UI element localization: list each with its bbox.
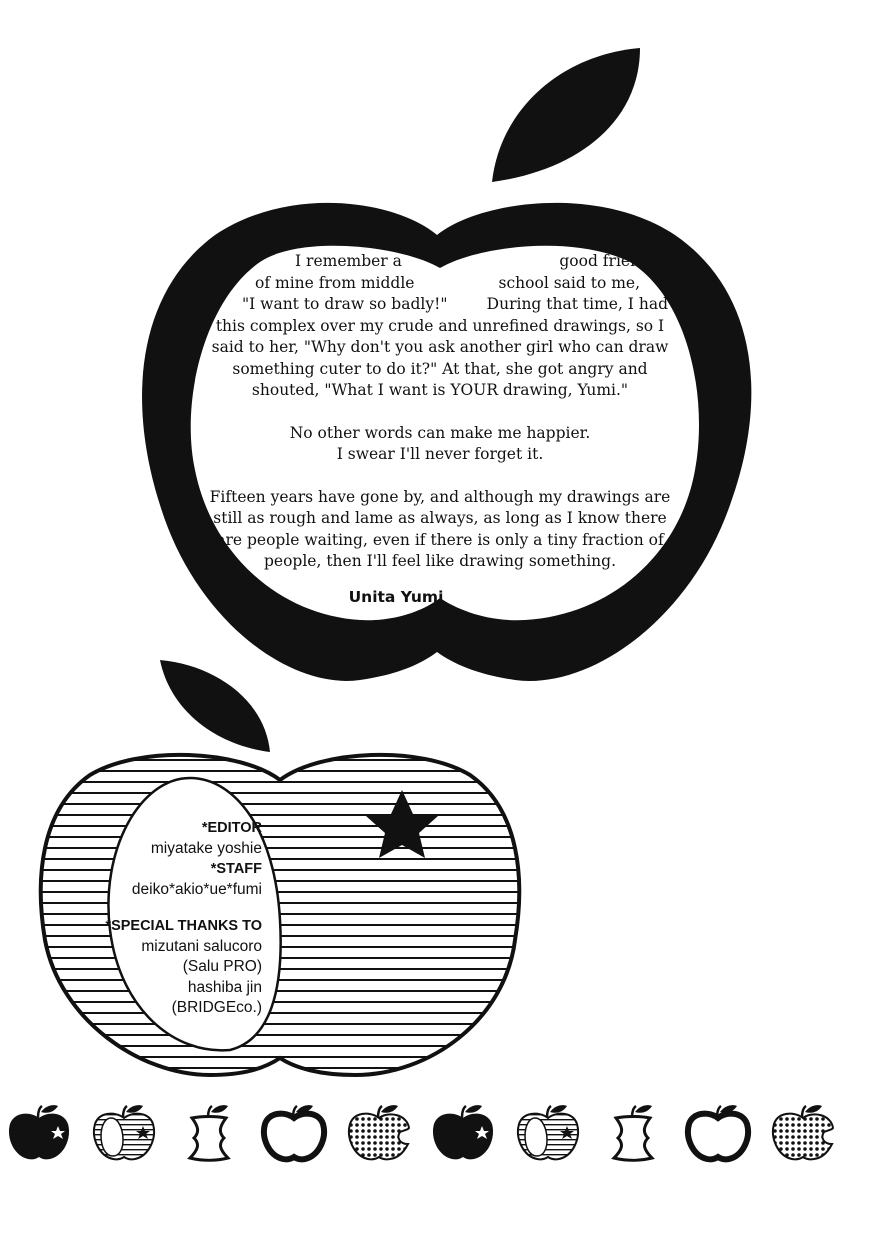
apple-core-icon [614, 1105, 652, 1160]
leaf-icon [492, 48, 640, 182]
message-line: school said to me, [498, 273, 640, 292]
dotted-apple-icon [773, 1105, 833, 1159]
split-line [200, 294, 680, 316]
message-line: something cuter to do it?" At that, she got angry and [232, 359, 648, 378]
thanks-name: (BRIDGEco.) [171, 999, 262, 1016]
leaf-icon [160, 660, 270, 752]
message-line: During that time, I had [486, 295, 668, 313]
striped-apple-icon [518, 1105, 578, 1159]
thanks-name: (Salu PRO) [182, 958, 262, 975]
editor-name: miyatake yoshie [150, 839, 262, 857]
message-line: said to her, "Why don't you ask another girl who can draw [211, 338, 669, 356]
staff-heading: *STAFF [210, 861, 262, 877]
apple-outline-icon [688, 1105, 748, 1159]
split-line [200, 251, 680, 273]
dotted-apple-icon [349, 1105, 409, 1159]
message-line: shouted, "What I want is YOUR drawing, Yumi." [251, 381, 629, 399]
signature: Unita Yumi [348, 587, 444, 606]
message-line: I swear I'll never forget it. [336, 445, 544, 463]
apple-icon [433, 1105, 493, 1159]
message-line: this complex over my crude and unrefined drawings, so I [215, 316, 665, 335]
apple-icon [9, 1105, 69, 1159]
author-message [200, 251, 680, 608]
staff-names: deiko*akio*ue*fumi [131, 880, 262, 898]
apple-outline-icon [264, 1105, 324, 1159]
message-line: people, then I'll feel like drawing something. [263, 552, 616, 570]
message-line: "I want to draw so badly!" [242, 295, 448, 313]
message-line: of mine from middle [255, 273, 415, 292]
apple-core-icon [190, 1105, 228, 1160]
split-line [200, 273, 680, 295]
message-line: are people waiting, even if there is only a tiny fraction of [216, 530, 664, 549]
border-apples [9, 1105, 833, 1160]
editor-heading: *EDITOR [201, 820, 262, 836]
thanks-heading: *SPECIAL THANKS TO [105, 918, 262, 934]
message-line: No other words can make me happier. [289, 423, 591, 442]
message-line: still as rough and lame as always, as long as I know there [213, 509, 667, 527]
message-line: Fifteen years have gone by, and although my drawings are [209, 487, 671, 506]
thanks-name: hashiba jin [187, 978, 262, 996]
credits [92, 818, 262, 1019]
thanks-name: mizutani salucoro [141, 937, 262, 955]
message-line: I remember a [295, 252, 402, 270]
message-line: good friend [559, 252, 650, 270]
striped-apple-icon [94, 1105, 154, 1159]
